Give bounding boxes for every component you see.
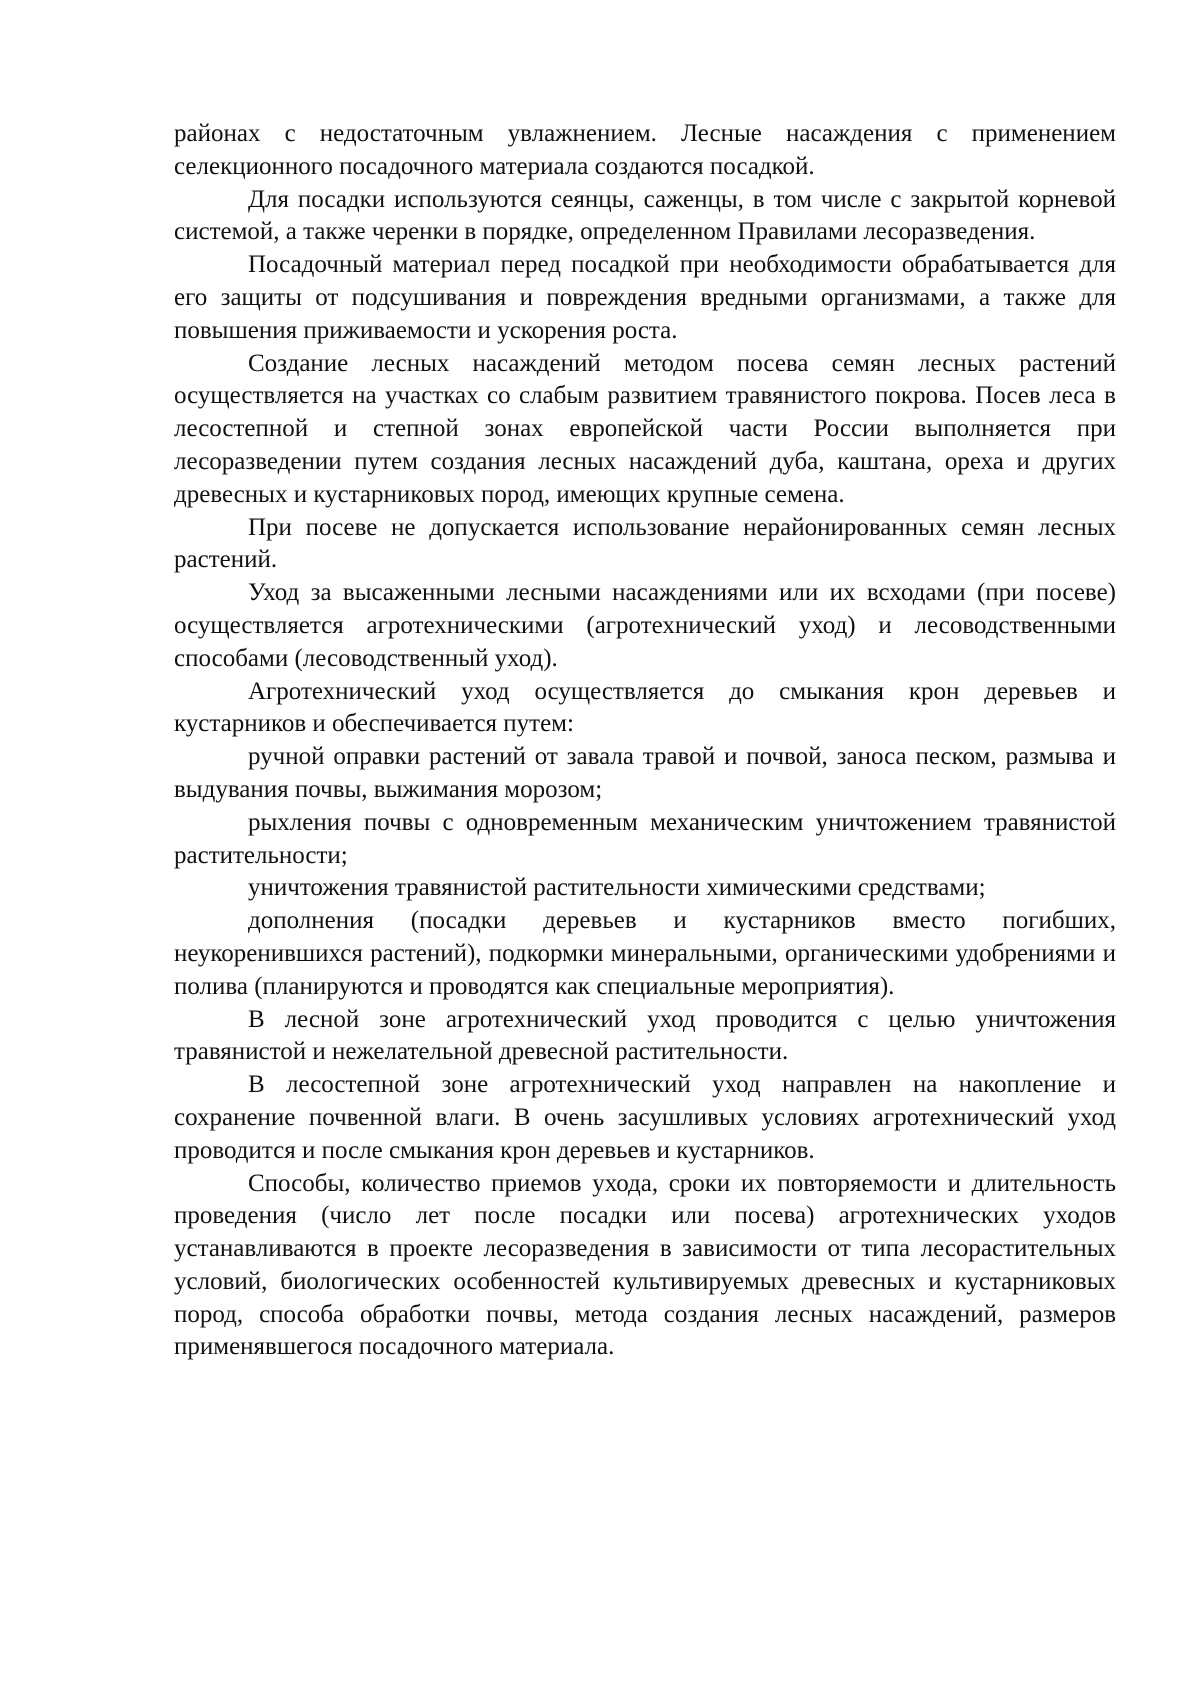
paragraph-sowing-method: Создание лесных насаждений методом посева семян лесных растений осуществляется на участках со слабым развитием травянистого покрова. Посев леса в лесостепной и степной зонах европейской части России выполняется при лесоразведении путем создания лесных насаждений дуба, каштана, ореха и других древесных и кустарниковых пород, имеющих крупные семена. <box>174 349 1116 508</box>
list-item-chemical-treatment: уничтожения травянистой растительности химическими средствами; <box>248 874 986 902</box>
list-item-manual-correction: ручной оправки растений от завала травой и почвой, заноса песком, размыва и выдувания почвы, выжимания морозом; <box>174 743 1116 803</box>
document-page <box>174 118 1116 1364</box>
list-item-supplementation: дополнения (посадки деревьев и кустарников вместо погибших, неукоренившихся растений), подкормки минеральными, органическими удобрениями и полива (планируются и проводятся как специальные мероприятия). <box>174 907 1116 1000</box>
paragraph-forest-zone: В лесной зоне агротехнический уход проводится с целью уничтожения травянистой и нежелательной древесной растительности. <box>174 1005 1116 1066</box>
paragraph-care-methods: Уход за высаженными лесными насаждениями или их всходами (при посеве) осуществляется агротехническими (агротехнический уход) и лесоводственными способами (лесоводственный уход). <box>174 579 1116 672</box>
paragraph-seed-restriction: При посеве не допускается использование нерайонированных семян лесных растений. <box>174 513 1116 574</box>
paragraph-planting-materials: Для посадки используются сеянцы, саженцы, в том числе с закрытой корневой системой, а также черенки в порядке, определенном Правилами лесоразведения. <box>174 185 1116 246</box>
list-item-soil-loosening: рыхления почвы с одновременным механическим уничтожением травянистой растительности; <box>174 808 1116 869</box>
paragraph-forest-steppe-zone: В лесостепной зоне агротехнический уход направлен на накопление и сохранение почвенной влаги. В очень засушливых условиях агротехнический уход проводится и после смыкания крон деревьев и кустарников. <box>174 1071 1116 1164</box>
paragraph-agrotechnical-care: Агротехнический уход осуществляется до смыкания крон деревьев и кустарников и обеспечивается путем: <box>174 677 1116 738</box>
paragraph-material-treatment: Посадочный материал перед посадкой при необходимости обрабатывается для его защиты от подсушивания и повреждения вредными организмами, а также для повышения приживаемости и ускорения роста. <box>174 251 1116 344</box>
paragraph-care-parameters: Способы, количество приемов ухода, сроки их повторяемости и длительность проведения (число лет после посадки или посева) агротехнических уходов устанавливаются в проекте лесоразведения в зависимости от типа лесорастительных условий, биологических особенностей культивируемых древесных и кустарниковых пород, способа обработки почвы, метода создания лесных насаждений, размеров применявшегося посадочного материала. <box>174 1169 1116 1361</box>
paragraph-continuation: районах с недостаточным увлажнением. Лесные насаждения с применением селекционного посадочного материала создаются посадкой. <box>174 120 1116 180</box>
